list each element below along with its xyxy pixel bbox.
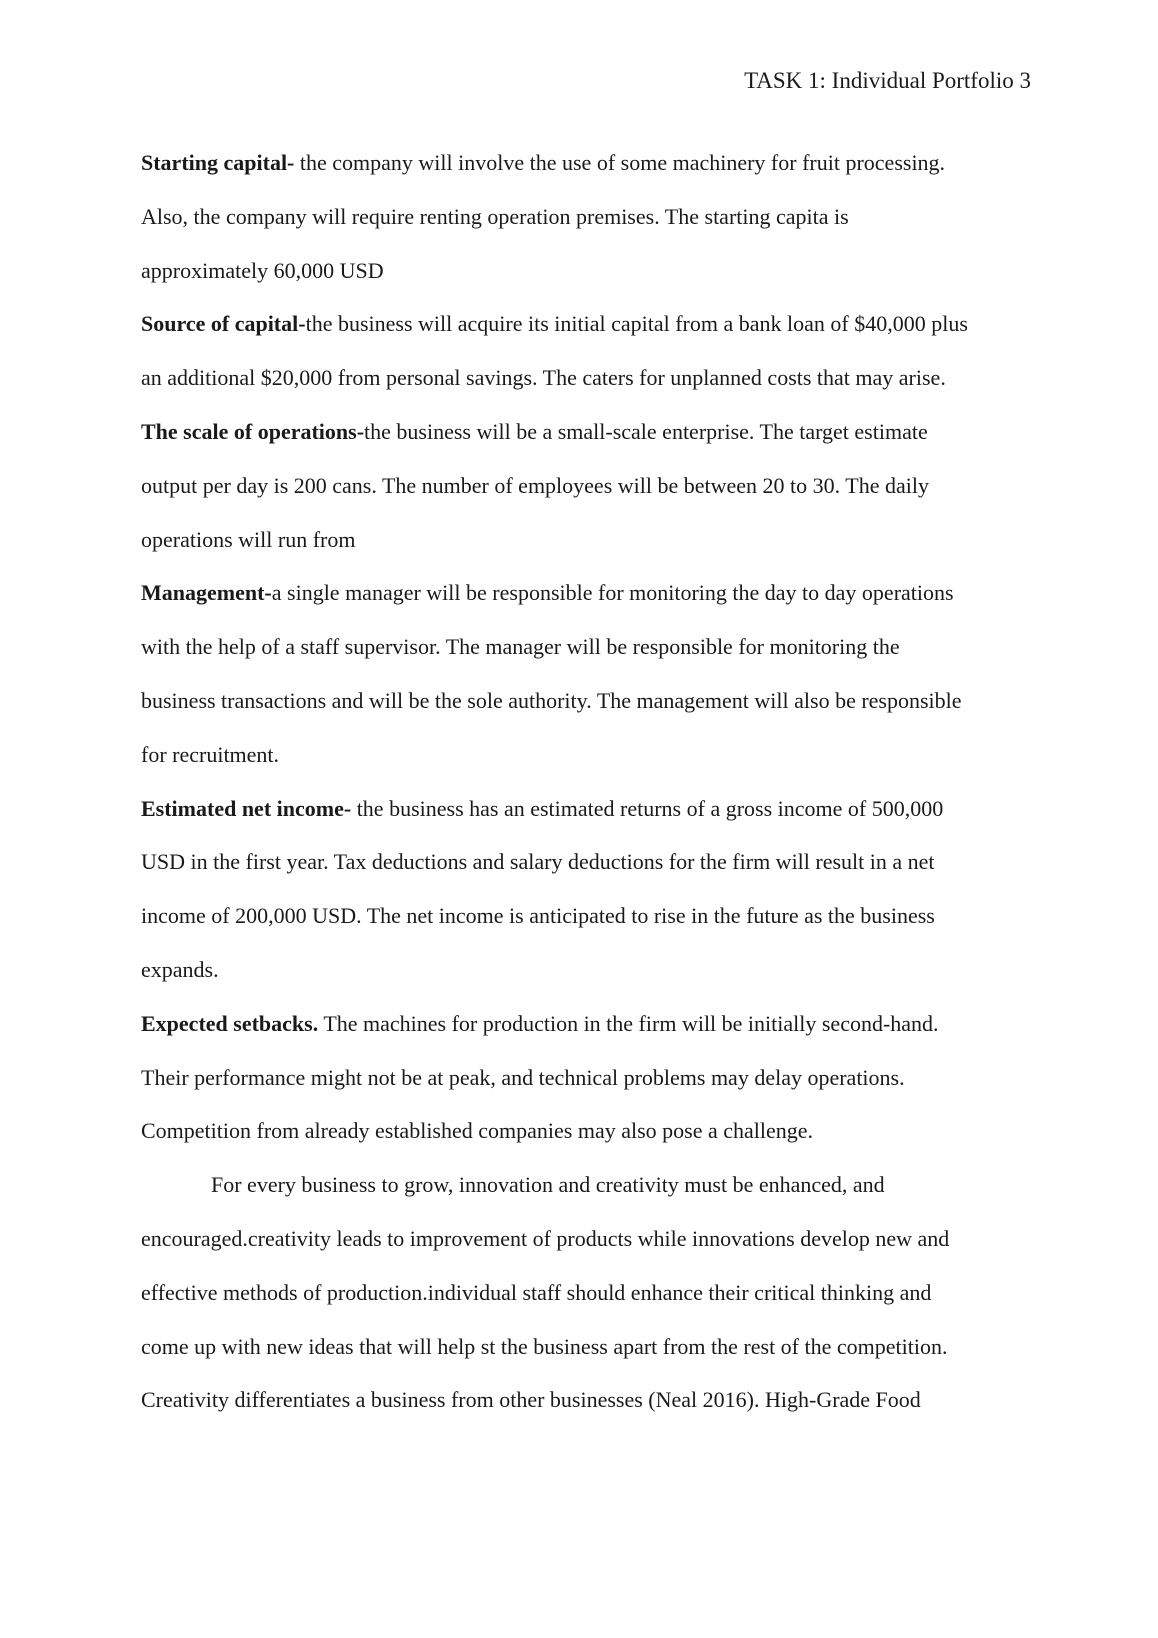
text-line — [141, 566, 1029, 620]
text-line: with the help of a staff supervisor. The manager will be responsible for monitoring the — [141, 634, 900, 660]
text-line: output per day is 200 cans. The number of employees will be between 20 to 30. The daily — [141, 472, 929, 498]
line-text: the business has an estimated returns of a gross income of 500,000 — [351, 795, 944, 821]
text-line: For every business to grow, innovation and creativity must be enhanced, and — [211, 1172, 885, 1198]
text-line: business transactions and will be the sole authority. The management will also be responsible — [141, 687, 962, 713]
term-starting-capital: Starting capital- — [141, 150, 295, 175]
line-text: the business will be a small-scale enterprise. The target estimate — [364, 418, 928, 444]
text-line: USD in the first year. Tax deductions and salary deductions for the firm will result in a net — [141, 849, 935, 875]
line-text: The machines for production in the firm will be initially second-hand. — [318, 1010, 939, 1036]
paragraph-scale-of-operations — [141, 405, 1029, 566]
text-line: approximately 60,000 USD — [141, 257, 384, 283]
line-text: a single manager will be responsible for monitoring the day to day operations — [271, 580, 954, 606]
text-line: Creativity differentiates a business from other businesses (Neal 2016). High-Grade Food — [141, 1387, 921, 1413]
text-line: for recruitment. — [141, 741, 280, 767]
paragraph-source-of-capital — [141, 297, 1029, 405]
line-text: the company will involve the use of some machinery for fruit processing. — [294, 150, 946, 175]
paragraph-management — [141, 566, 1029, 781]
text-line: an additional $20,000 from personal savings. The caters for unplanned costs that may arise. — [141, 365, 946, 391]
text-line — [141, 782, 1029, 836]
text-line: operations will run from — [141, 526, 356, 552]
running-head: TASK 1: Individual Portfolio 3 — [744, 68, 1031, 93]
line-text: the business will acquire its initial capital from a bank loan of $40,000 plus — [305, 311, 968, 337]
text-line — [141, 297, 1029, 351]
text-line: Also, the company will require renting operation premises. The starting capita is — [141, 203, 849, 229]
text-line: Competition from already established companies may also pose a challenge. — [141, 1118, 814, 1144]
term-expected-setbacks: Expected setbacks. — [141, 1010, 319, 1036]
text-line — [141, 997, 1029, 1051]
text-line: effective methods of production.individual staff should enhance their critical thinking and — [141, 1279, 932, 1305]
term-source-of-capital: Source of capital- — [141, 311, 306, 337]
text-line: come up with new ideas that will help st the business apart from the rest of the competition. — [141, 1333, 948, 1359]
paragraph-expected-setbacks — [141, 997, 1029, 1158]
document-body — [141, 136, 1029, 1427]
text-line: income of 200,000 USD. The net income is anticipated to rise in the future as the business — [141, 903, 935, 929]
text-line: encouraged.creativity leads to improvement of products while innovations develop new and — [141, 1225, 950, 1251]
paragraph-starting-capital — [141, 136, 1029, 297]
paragraph-innovation-creativity — [141, 1158, 1029, 1427]
term-management: Management- — [141, 580, 272, 606]
paragraph-estimated-net-income — [141, 782, 1029, 997]
text-line — [141, 405, 1029, 459]
text-line: Their performance might not be at peak, and technical problems may delay operations. — [141, 1064, 905, 1090]
text-line: expands. — [141, 956, 219, 982]
text-line — [141, 136, 1029, 190]
term-scale-of-operations: The scale of operations- — [141, 418, 365, 444]
term-estimated-net-income: Estimated net income- — [141, 795, 352, 821]
